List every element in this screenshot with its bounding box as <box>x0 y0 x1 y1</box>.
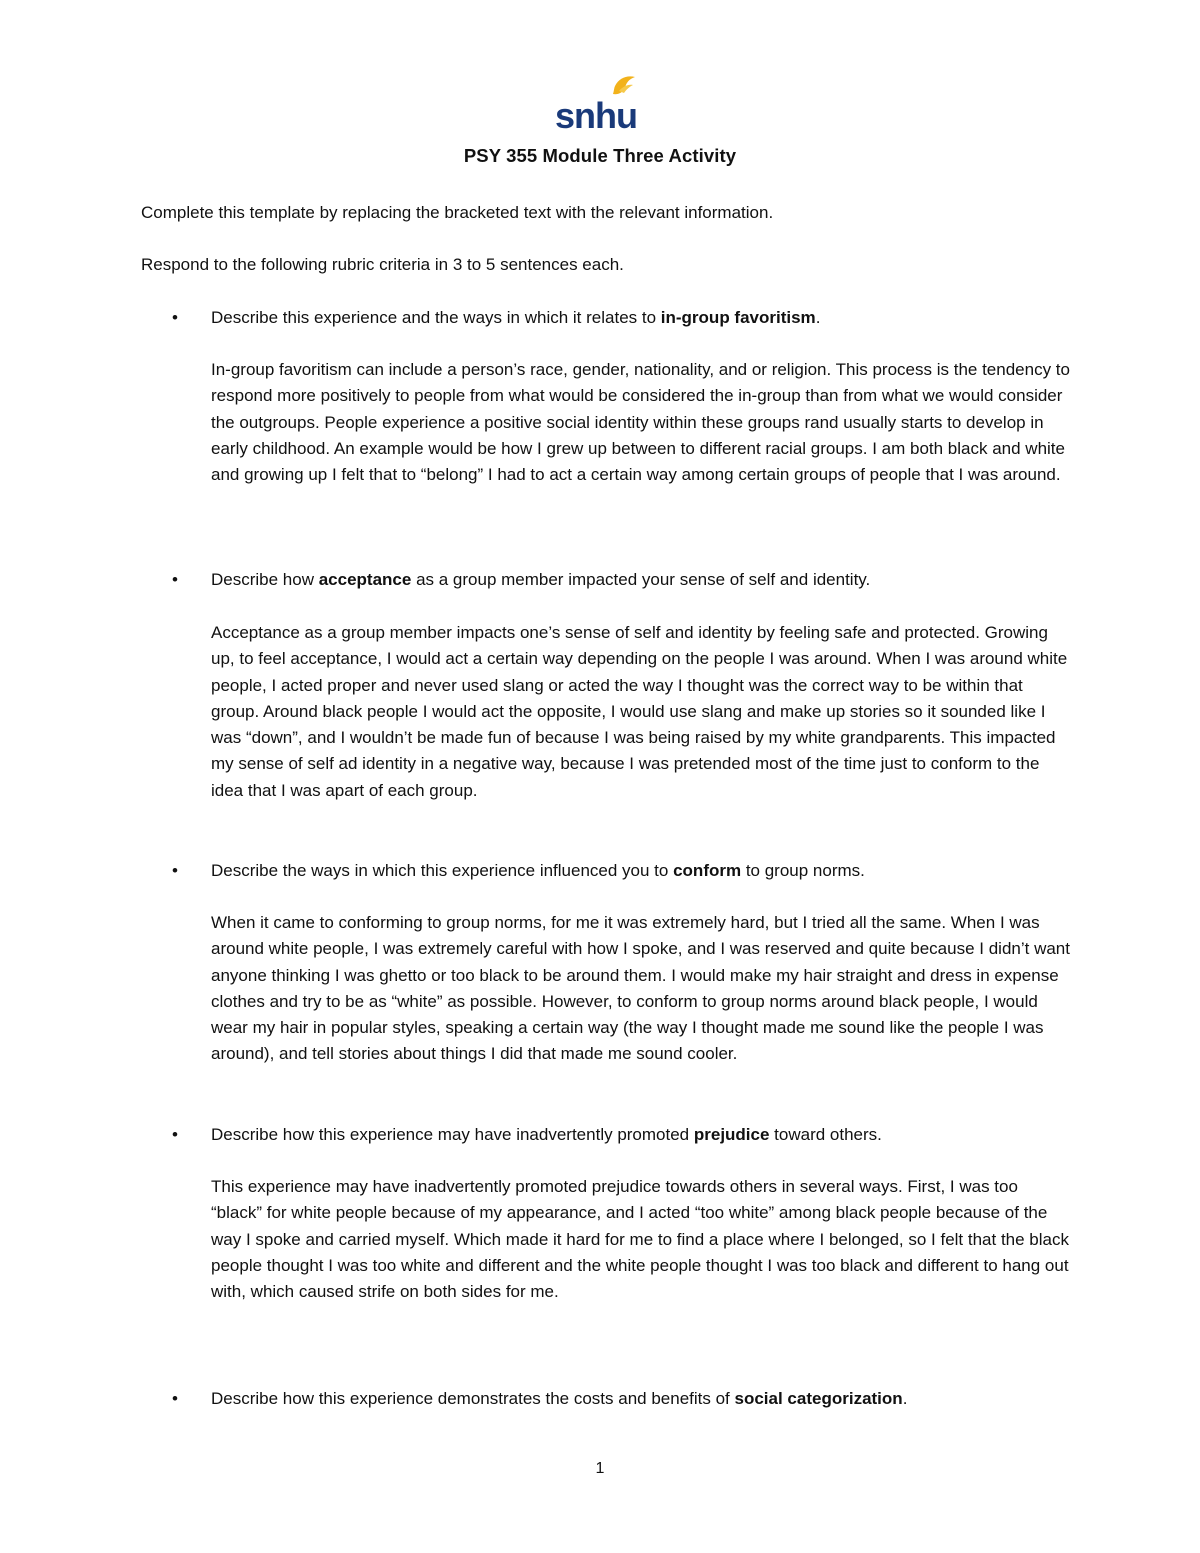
question-keyword: in-group favoritism <box>660 308 816 327</box>
question-keyword: social categorization <box>734 1389 903 1408</box>
flame-leaf-icon <box>553 74 643 134</box>
question-text: Describe how this experience may have inadvertently promoted prejudice toward others. <box>211 1125 882 1144</box>
answer-3: When it came to conforming to group norms, for me it was extremely hard, but I tried all the same. When I was around white people, I was extremely careful with how I spoke, and I was reserved and quite because I didn’t want anyone thinking I was ghetto or too black to be around them. I would make my hair straight and dress in expense clothes and try to be as “white” as possible. However, to conform to group norms around black people, I would wear my hair in popular styles, speaking a certain way (the way I thought made me sound like the people I was around), and tell stories about things I did that made me sound cooler. <box>211 913 1070 1064</box>
document-title: PSY 355 Module Three Activity <box>463 145 737 166</box>
answer-4: This experience may have inadvertently promoted prejudice towards others in several ways. First, I was too “black” for white people because of my appearance, and I acted “too white” among black people because of the way I spoke and carried myself. Which made it hard for me to find a place where I belonged, so I felt that the black people thought I was too white and different and the white people thought I was too black and different to hang out with, which caused strife on both sides for me. <box>211 1177 1069 1302</box>
svg-text:snhu: snhu <box>555 95 637 134</box>
page-number: 1 <box>595 1460 605 1477</box>
question-text: Describe this experience and the ways in which it relates to in-group favoritism. <box>211 308 821 327</box>
question-keyword: acceptance <box>318 570 412 589</box>
question-text: Describe how this experience demonstrates the costs and benefits of social categorization. <box>211 1389 908 1408</box>
bullet-icon: • <box>172 1389 178 1408</box>
snhu-logo <box>553 74 643 134</box>
question-keyword: conform <box>673 861 742 880</box>
bullet-icon: • <box>172 308 178 327</box>
bullet-icon: • <box>172 861 178 880</box>
bullet-icon: • <box>172 570 178 589</box>
bullet-icon: • <box>172 1125 178 1144</box>
question-text: Describe the ways in which this experience influenced you to conform to group norms. <box>211 861 865 880</box>
question-text: Describe how acceptance as a group member impacted your sense of self and identity. <box>211 570 871 589</box>
question-keyword: prejudice <box>693 1125 770 1144</box>
answer-2: Acceptance as a group member impacts one’s sense of self and identity by feeling safe and protected. Growing up, to feel acceptance, I would act a certain way depending on the people I was around. When I was around white people, I acted proper and never used slang or acted the way I thought was the correct way to be within that group. Around black people I would act the opposite, I would use slang and make up stories so it sounded like I was “down”, and I wouldn’t be made fun of because I was being raised by my white grandparents. This impacted my sense of self ad identity in a negative way, because I was pretended most of the time just to conform to the idea that I was apart of each group. <box>211 623 1068 800</box>
instruction-1: Complete this template by replacing the bracketed text with the relevant information. <box>141 203 774 222</box>
answer-1: In-group favoritism can include a person’s race, gender, nationality, and or religion. This process is the tendency to respond more positively to people from what would be considered the in-group than from what we would consider the outgroups. People experience a positive social identity within these groups rand usually starts to develop in early childhood. An example would be how I grew up between to different racial groups. I am both black and white and growing up I felt that to “belong” I had to act a certain way among certain groups of people that I was around. <box>211 360 1070 485</box>
instruction-2: Respond to the following rubric criteria in 3 to 5 sentences each. <box>141 255 624 274</box>
